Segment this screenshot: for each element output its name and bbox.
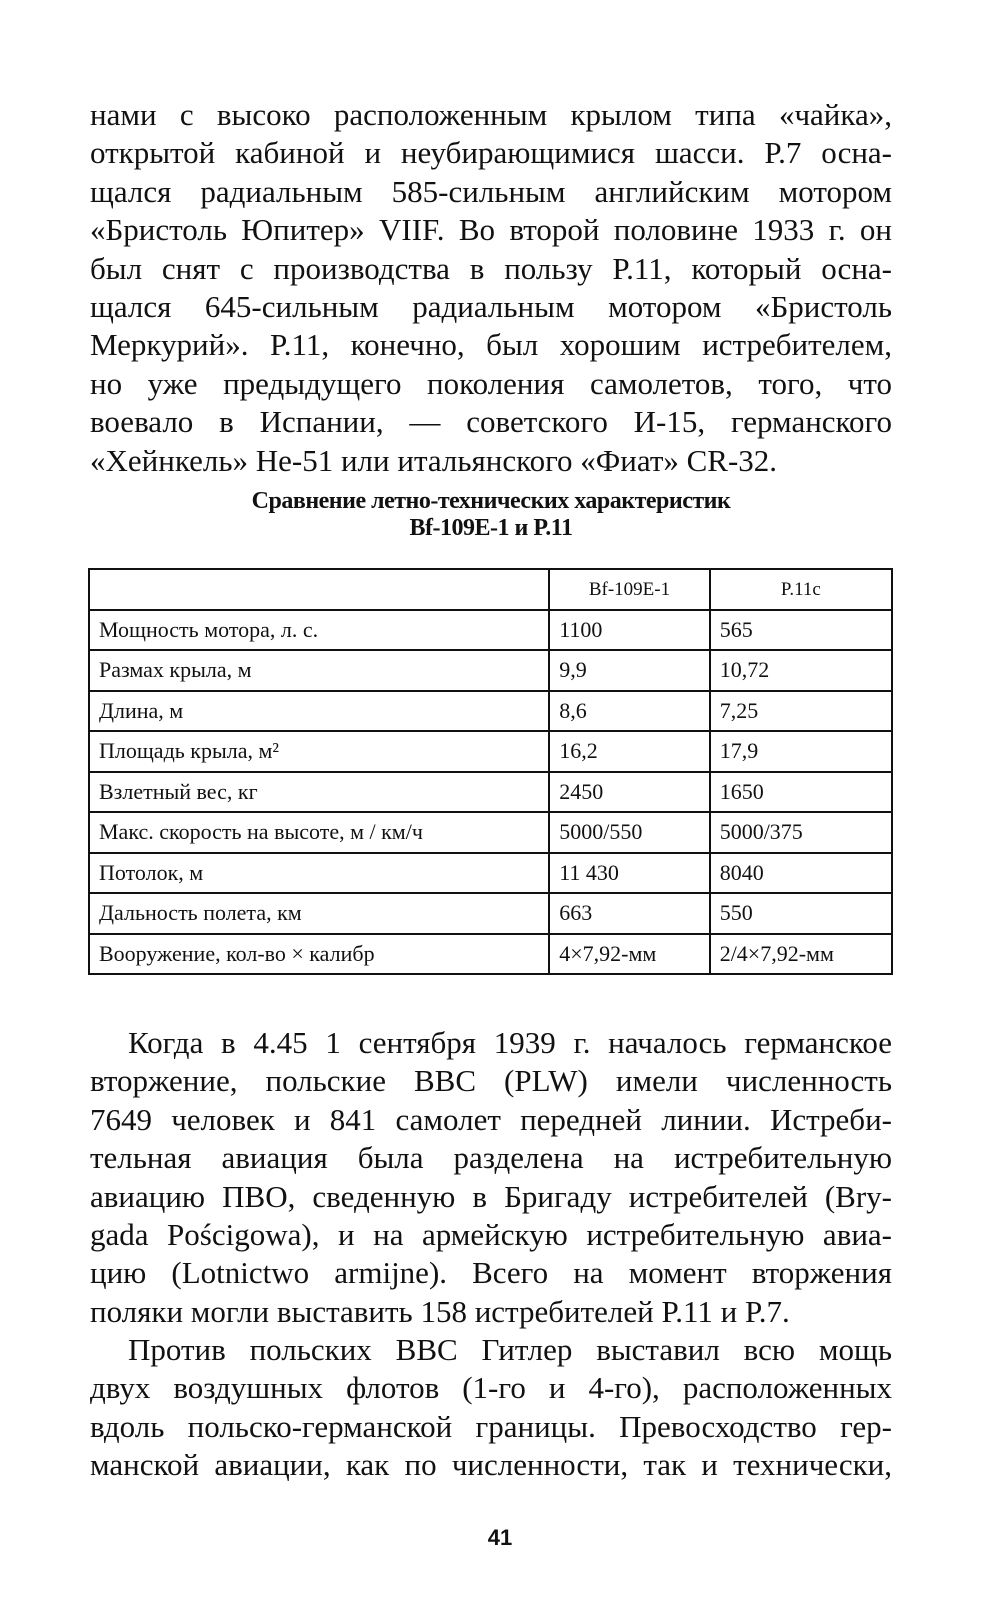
- text-line: двух воздушных флотов (1-го и 4-го), расположенных: [90, 1370, 892, 1406]
- row-label: Взлетный вес, кг: [89, 772, 549, 813]
- cell-bf109: 16,2: [549, 731, 709, 772]
- text-line: «Хейнкель» Не-51 или итальянского «Фиат» CR-32.: [90, 442, 778, 478]
- text-line: манской авиации, как по численности, так и технически,: [90, 1447, 892, 1483]
- page-number: 41: [487, 1525, 513, 1550]
- paragraph-luftwaffe: [90, 1331, 892, 1485]
- header-cell-empty: [89, 569, 549, 610]
- comparison-table: [88, 568, 893, 975]
- cell-bf109: 8,6: [549, 691, 709, 732]
- text-line: вдоль польско-германской границы. Превосходство гер-: [90, 1408, 892, 1444]
- text-line: gada Pościgowa), и на армейскую истребительную авиа-: [90, 1217, 892, 1253]
- table-row: [89, 934, 892, 975]
- table-caption-line-1: Сравнение летно-технических характеристик: [251, 488, 731, 514]
- row-label: Вооружение, кол-во × калибр: [89, 934, 549, 975]
- table-row: [89, 772, 892, 813]
- cell-bf109: 1100: [549, 610, 709, 651]
- table-header-row: [89, 569, 892, 610]
- table-row: [89, 731, 892, 772]
- cell-bf109: 663: [549, 893, 709, 934]
- cell-p11c: 1650: [710, 772, 892, 813]
- cell-p11c: 10,72: [710, 650, 892, 691]
- table-caption-line-2: Bf-109E-1 и P.11: [409, 515, 573, 541]
- text-line: Меркурий». P.11, конечно, был хорошим истребителем,: [90, 327, 892, 363]
- text-line: Когда в 4.45 1 сентября 1939 г. началось германское: [128, 1025, 892, 1060]
- table-caption: [90, 488, 892, 542]
- cell-bf109: 2450: [549, 772, 709, 813]
- header-cell-p11c: P.11c: [710, 569, 892, 610]
- row-label: Размах крыла, м: [89, 650, 549, 691]
- cell-p11c: 17,9: [710, 731, 892, 772]
- text-line: 7649 человек и 841 самолет передней линии. Истреби-: [90, 1101, 892, 1137]
- table-row: [89, 812, 892, 853]
- row-label: Мощность мотора, л. с.: [89, 610, 549, 651]
- table-row: [89, 650, 892, 691]
- table-row: [89, 691, 892, 732]
- table-row: [89, 610, 892, 651]
- text-line: цию (Lotnictwo armijne). Всего на момент вторжения: [90, 1255, 892, 1291]
- row-label: Дальность полета, км: [89, 893, 549, 934]
- cell-p11c: 7,25: [710, 691, 892, 732]
- text-line: воевало в Испании, — советского И-15, германского: [90, 404, 892, 440]
- text-line: нами с высоко расположенным крылом типа «чайка»,: [90, 97, 892, 132]
- cell-bf109: 11 430: [549, 853, 709, 894]
- cell-bf109: 5000/550: [549, 812, 709, 853]
- text-line: щался 645-сильным радиальным мотором «Бристоль: [90, 289, 892, 325]
- cell-bf109: 9,9: [549, 650, 709, 691]
- text-line: но уже предыдущего поколения самолетов, того, что: [90, 365, 892, 401]
- text-line: был снят с производства в пользу P.11, который осна-: [90, 250, 892, 286]
- cell-p11c: 5000/375: [710, 812, 892, 853]
- text-line: вторжение, польские ВВС (PLW) имели численность: [90, 1063, 892, 1099]
- cell-bf109: 4×7,92-мм: [549, 934, 709, 975]
- cell-p11c: 2/4×7,92-мм: [710, 934, 892, 975]
- cell-p11c: 565: [710, 610, 892, 651]
- text-line: тельная авиация была разделена на истребительную: [90, 1140, 892, 1176]
- text-line: щался радиальным 585-сильным английским мотором: [90, 173, 892, 209]
- text-line: поляки могли выставить 158 истребителей P.11 и P.7.: [90, 1293, 790, 1329]
- text-line: открытой кабиной и неубирающимися шасси. P.7 осна-: [90, 135, 892, 171]
- header-cell-bf109: Bf-109E-1: [549, 569, 709, 610]
- table-row: [89, 853, 892, 894]
- row-label: Потолок, м: [89, 853, 549, 894]
- text-line: «Бристоль Юпитер» VIIF. Во второй половине 1933 г. он: [90, 212, 892, 248]
- cell-p11c: 8040: [710, 853, 892, 894]
- paragraph-intro: [90, 96, 892, 480]
- row-label: Длина, м: [89, 691, 549, 732]
- text-line: Против польских ВВС Гитлер выставил всю мощь: [128, 1332, 892, 1367]
- table-row: [89, 893, 892, 934]
- row-label: Макс. скорость на высоте, м / км/ч: [89, 812, 549, 853]
- cell-p11c: 550: [710, 893, 892, 934]
- row-label: Площадь крыла, м²: [89, 731, 549, 772]
- text-line: авиацию ПВО, сведенную в Бригаду истребителей (Bry-: [90, 1178, 892, 1214]
- paragraph-invasion: [90, 1024, 892, 1331]
